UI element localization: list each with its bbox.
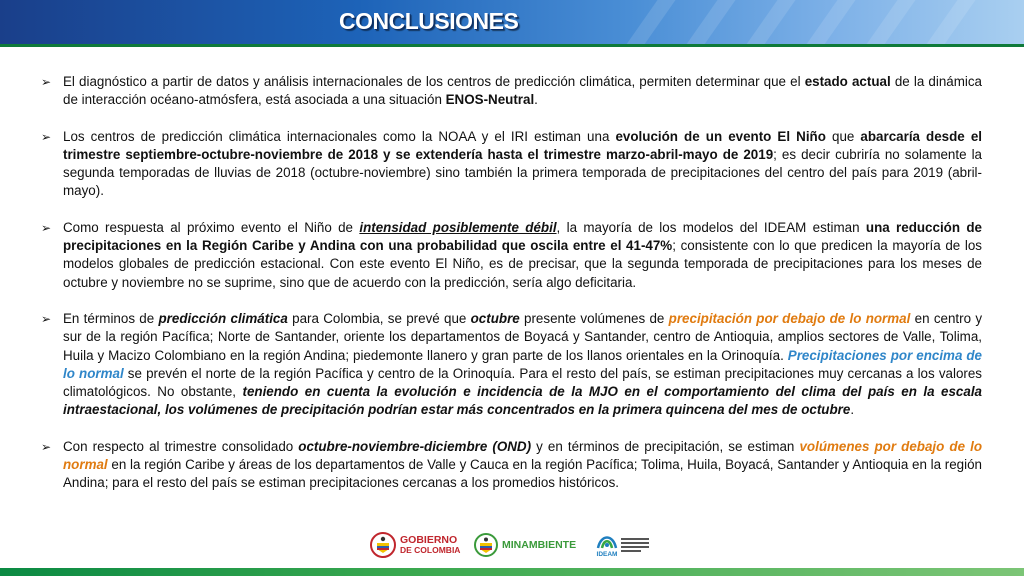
paragraph-text	[63, 439, 982, 491]
text-segment: para Colombia, se prevé que	[287, 310, 471, 326]
text-segment: teniendo en cuenta la evolución e incidencia de la MJO en el comportamiento del clima del país en la escala intraestacional, los volúmenes de precipitación podrían estar más concentrados en la primera quincena del mes de octubre	[63, 384, 982, 418]
ideam-wave-icon	[596, 530, 618, 550]
text-segment: .	[850, 402, 855, 418]
text-segment: ENOS-Neutral	[445, 92, 535, 108]
ideam-label: IDEAM	[596, 551, 618, 558]
arrow-bullet-icon: ➢	[41, 439, 52, 454]
text-segment: , la mayoría de los modelos del IDEAM estiman	[556, 219, 866, 235]
text-segment: una reducción de precipitaciones en la Región Caribe y Andina con una probabilidad que oscila entre el 41-47%	[63, 219, 982, 254]
text-segment: En términos de	[63, 310, 159, 326]
text-segment: estado actual	[804, 74, 891, 89]
arrow-bullet-icon: ➢	[41, 311, 52, 326]
text-segment: ; consistente con lo que predicen la mayoría de los modelos globales de predicción estacional. Con este evento El Niño, es de precisar, que la segunda temporada de precipitaciones para los meses de octubre y noviembre no se suprime, sino que de acuerdo con la predicción, sería algo deficitaria.	[63, 238, 982, 290]
list-item	[41, 438, 982, 493]
text-segment: octubre-noviembre-diciembre (OND)	[298, 438, 532, 454]
list-item	[41, 219, 982, 292]
paragraph-text	[63, 129, 982, 199]
text-segment: precipitación por debajo de lo normal	[668, 310, 911, 326]
text-segment: octubre	[470, 310, 520, 326]
text-segment: evolución de un evento El Niño	[615, 128, 826, 144]
colombia-seal-icon	[474, 533, 498, 557]
text-segment: que	[825, 128, 861, 144]
text-segment: presente volúmenes de	[519, 310, 669, 326]
text-segment: El diagnóstico a partir de datos y análisis internacionales de los centros de predicción climática, permiten determinar que el	[63, 74, 805, 89]
ideam-small-text	[621, 536, 649, 554]
text-segment: Con respecto al trimestre consolidado	[63, 438, 299, 454]
footer-bar	[0, 568, 1024, 576]
text-segment: intensidad posiblemente débil	[359, 219, 557, 235]
text-segment: abarcaría desde el trimestre septiembre-octubre-noviembre de 2018 y se extendería hasta el trimestre marzo-abril-mayo de 2019	[63, 128, 982, 162]
page-title: CONCLUSIONES	[339, 8, 519, 34]
list-item	[41, 128, 982, 201]
footer-logos	[370, 527, 660, 563]
arrow-bullet-icon: ➢	[41, 129, 52, 144]
text-segment: de la dinámica de interacción océano-atmósfera, está asociada a una situación	[63, 74, 982, 108]
text-segment: en centro y sur de la región Pacífica; Norte de Santander, oriente los departamentos de Boyacá y Santander, centro de Antioquia, amplios sectores de Valle, Tolima, Huila y Macizo Colombiano en la región Andina; piedemonte llanero y gran parte de los llanos orientales en la Orinoquía.	[63, 310, 983, 363]
text-segment: ; es decir cubriría no solamente la segunda temporadas de lluvias de 2018 (octubre-noviembre) sino también la primera temporada de precipitaciones del centro del país para 2019 (abril-mayo).	[63, 146, 982, 199]
text-segment: volúmenes por debajo de lo normal	[63, 438, 982, 473]
minambiente-logo	[474, 527, 576, 563]
text-segment: Precipitaciones por encima de lo normal	[63, 347, 982, 381]
text-segment: predicción climática	[158, 310, 288, 326]
text-segment: en la región Caribe y áreas de los departamentos de Valle y Cauca en la región Pacífica; Tolima, Huila, Boyacá, Santander y Antioquia en la región Andina; para el resto del país se estiman precipitaciones cercanas a los promedios históricos.	[63, 457, 982, 491]
ideam-logo	[596, 527, 649, 563]
paragraph-text	[63, 74, 982, 107]
text-segment: y en términos de precipitación, se estiman	[531, 438, 800, 454]
text-segment: Los centros de predicción climática internacionales como la NOAA y el IRI estiman una	[63, 128, 616, 144]
gobierno-logo	[370, 527, 460, 563]
list-item	[41, 310, 982, 420]
gobierno-line1: GOBIERNO	[400, 534, 458, 546]
text-segment: .	[534, 92, 538, 108]
list-item	[41, 73, 982, 110]
text-segment: se prevén el norte de la región Pacífica y centro de la Orinoquía. Para el resto del país, se estiman precipitaciones muy cercanas a los valores climatológicos. No obstante,	[63, 365, 982, 400]
colombia-seal-icon	[370, 532, 396, 558]
gobierno-line2: DE COLOMBIA	[400, 545, 461, 555]
paragraph-text	[63, 220, 982, 290]
conclusions-list	[41, 73, 982, 511]
arrow-bullet-icon: ➢	[41, 75, 52, 89]
paragraph-text	[63, 311, 982, 417]
text-segment: Como respuesta al próximo evento el Niño de	[63, 219, 360, 235]
arrow-bullet-icon: ➢	[41, 220, 52, 235]
minambiente-label: MINAMBIENTE	[502, 539, 577, 551]
